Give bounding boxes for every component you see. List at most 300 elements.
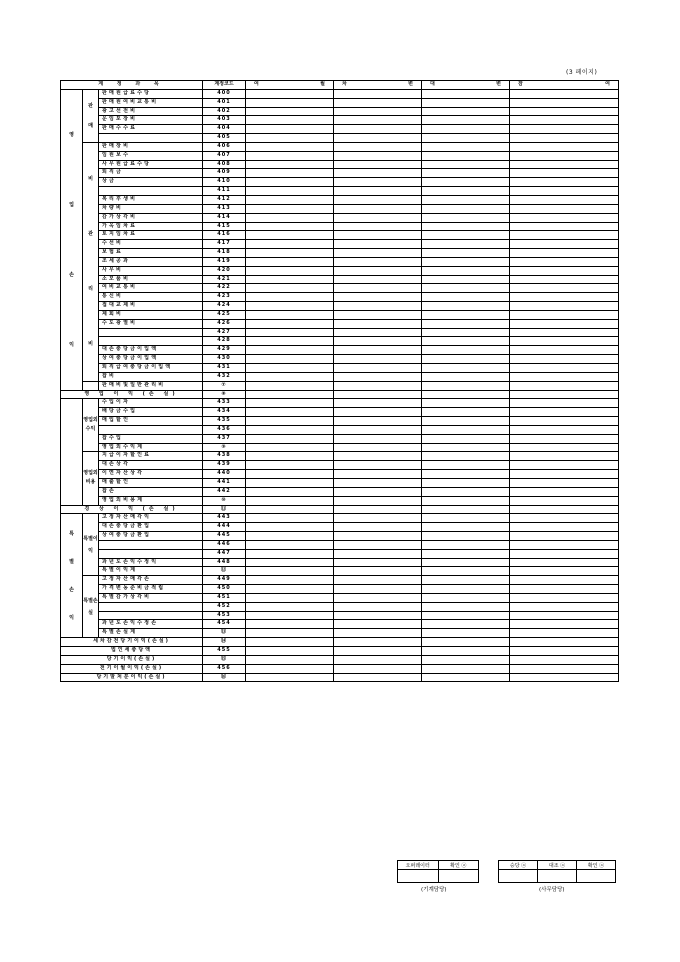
amount-cell[interactable] [510, 487, 619, 496]
amount-cell[interactable] [334, 558, 422, 567]
amount-cell[interactable] [334, 417, 422, 426]
account-name: 사무원급료수당 [99, 160, 203, 169]
amount-cell[interactable] [246, 390, 334, 399]
amount-cell[interactable] [334, 673, 422, 682]
amount-cell[interactable] [422, 655, 510, 664]
amount-cell[interactable] [334, 151, 422, 160]
account-code: 448 [203, 558, 246, 567]
amount-cell[interactable] [246, 213, 334, 222]
amount-cell[interactable] [510, 461, 619, 470]
amount-cell[interactable] [246, 487, 334, 496]
amount-cell[interactable] [510, 310, 619, 319]
account-name: 판매원여비교통비 [99, 98, 203, 107]
amount-cell[interactable] [334, 98, 422, 107]
amount-cell[interactable] [246, 107, 334, 116]
amount-cell[interactable] [510, 664, 619, 673]
amount-cell[interactable] [334, 337, 422, 346]
amount-cell[interactable] [510, 523, 619, 532]
account-name: 특별감가상각비 [99, 593, 203, 602]
amount-cell[interactable] [246, 355, 334, 364]
amount-cell[interactable] [510, 381, 619, 390]
amount-cell[interactable] [422, 337, 510, 346]
amount-cell[interactable] [510, 425, 619, 434]
amount-cell[interactable] [246, 585, 334, 594]
amount-cell[interactable] [422, 195, 510, 204]
amount-cell[interactable] [246, 310, 334, 319]
amount-cell[interactable] [334, 514, 422, 523]
amount-cell[interactable] [246, 249, 334, 258]
account-name: 감가상각비 [99, 213, 203, 222]
amount-cell[interactable] [246, 204, 334, 213]
amount-cell[interactable] [334, 434, 422, 443]
monthly-header: 여 월 [246, 81, 334, 90]
amount-cell[interactable] [334, 266, 422, 275]
page-number: (3 페이지) [566, 69, 598, 76]
amount-cell[interactable] [422, 169, 510, 178]
amount-cell[interactable] [246, 337, 334, 346]
amount-cell[interactable] [334, 107, 422, 116]
amount-cell[interactable] [422, 293, 510, 302]
amount-cell[interactable] [422, 187, 510, 196]
amount-cell[interactable] [510, 222, 619, 231]
summary-row-label: 당기말처분이익(손실) [61, 673, 203, 682]
amount-cell[interactable] [510, 470, 619, 479]
amount-cell[interactable] [246, 89, 334, 98]
amount-cell[interactable] [510, 98, 619, 107]
amount-cell[interactable] [246, 549, 334, 558]
account-name: 접대교제비 [99, 302, 203, 311]
amount-cell[interactable] [422, 381, 510, 390]
amount-cell[interactable] [422, 160, 510, 169]
amount-cell[interactable] [422, 478, 510, 487]
amount-cell[interactable] [422, 372, 510, 381]
amount-cell[interactable] [334, 620, 422, 629]
amount-cell[interactable] [334, 204, 422, 213]
account-name: 판매원급료수당 [99, 89, 203, 98]
amount-cell[interactable] [510, 266, 619, 275]
amount-cell[interactable] [334, 505, 422, 514]
amount-cell[interactable] [510, 346, 619, 355]
amount-cell[interactable] [510, 655, 619, 664]
amount-cell[interactable] [246, 222, 334, 231]
amount-cell[interactable] [422, 151, 510, 160]
amount-cell[interactable] [510, 452, 619, 461]
amount-cell[interactable] [510, 496, 619, 505]
amount-cell[interactable] [246, 142, 334, 151]
amount-cell[interactable] [422, 204, 510, 213]
amount-cell[interactable] [510, 390, 619, 399]
amount-cell[interactable] [510, 89, 619, 98]
amount-cell[interactable] [334, 576, 422, 585]
amount-cell[interactable] [246, 655, 334, 664]
amount-cell[interactable] [510, 443, 619, 452]
amount-cell[interactable] [334, 328, 422, 337]
amount-cell[interactable] [334, 240, 422, 249]
amount-cell[interactable] [246, 638, 334, 647]
amount-cell[interactable] [422, 558, 510, 567]
amount-cell[interactable] [334, 231, 422, 240]
amount-cell[interactable] [334, 638, 422, 647]
amount-cell[interactable] [510, 647, 619, 656]
amount-cell[interactable] [422, 266, 510, 275]
amount-cell[interactable] [510, 328, 619, 337]
amount-cell[interactable] [334, 125, 422, 134]
amount-cell[interactable] [422, 310, 510, 319]
amount-cell[interactable] [510, 284, 619, 293]
amount-cell[interactable] [422, 505, 510, 514]
amount-cell[interactable] [422, 107, 510, 116]
amount-cell[interactable] [422, 514, 510, 523]
amount-cell[interactable] [246, 266, 334, 275]
account-name: 사무비 [99, 266, 203, 275]
stamp-cell [499, 870, 538, 883]
amount-cell[interactable] [334, 443, 422, 452]
amount-cell[interactable] [334, 372, 422, 381]
amount-cell[interactable] [246, 293, 334, 302]
account-name [99, 425, 203, 434]
amount-cell[interactable] [422, 417, 510, 426]
amount-cell[interactable] [510, 408, 619, 417]
amount-cell[interactable] [246, 523, 334, 532]
stamp-cell: 오퍼레이터 [398, 861, 439, 870]
amount-cell[interactable] [246, 116, 334, 125]
amount-cell[interactable] [246, 302, 334, 311]
amount-cell[interactable] [246, 452, 334, 461]
amount-cell[interactable] [334, 381, 422, 390]
amount-cell[interactable] [334, 293, 422, 302]
amount-cell[interactable] [510, 195, 619, 204]
amount-cell[interactable] [334, 169, 422, 178]
amount-cell[interactable] [334, 408, 422, 417]
amount-cell[interactable] [422, 89, 510, 98]
amount-cell[interactable] [422, 319, 510, 328]
amount-cell[interactable] [246, 576, 334, 585]
amount-cell[interactable] [422, 620, 510, 629]
amount-cell[interactable] [510, 213, 619, 222]
amount-cell[interactable] [422, 602, 510, 611]
amount-cell[interactable] [422, 576, 510, 585]
amount-cell[interactable] [334, 523, 422, 532]
amount-cell[interactable] [510, 364, 619, 373]
amount-cell[interactable] [246, 257, 334, 266]
account-code: 411 [203, 187, 246, 196]
amount-cell[interactable] [246, 443, 334, 452]
amount-cell[interactable] [246, 647, 334, 656]
account-name [99, 337, 203, 346]
amount-cell[interactable] [334, 222, 422, 231]
amount-cell[interactable] [422, 302, 510, 311]
amount-cell[interactable] [334, 355, 422, 364]
amount-cell[interactable] [510, 178, 619, 187]
amount-cell[interactable] [510, 434, 619, 443]
amount-cell[interactable] [334, 540, 422, 549]
amount-cell[interactable] [510, 620, 619, 629]
amount-cell[interactable] [334, 655, 422, 664]
amount-cell[interactable] [246, 275, 334, 284]
account-name: 통신비 [99, 293, 203, 302]
amount-cell[interactable] [422, 364, 510, 373]
amount-cell[interactable] [246, 160, 334, 169]
amount-cell[interactable] [334, 567, 422, 576]
amount-cell[interactable] [246, 567, 334, 576]
account-code: ⑨ [203, 443, 246, 452]
amount-cell[interactable] [246, 602, 334, 611]
amount-cell[interactable] [246, 505, 334, 514]
amount-cell[interactable] [510, 558, 619, 567]
amount-cell[interactable] [510, 169, 619, 178]
amount-cell[interactable] [510, 399, 619, 408]
amount-cell[interactable] [246, 231, 334, 240]
amount-cell[interactable] [334, 178, 422, 187]
amount-cell[interactable] [422, 629, 510, 638]
amount-cell[interactable] [246, 195, 334, 204]
amount-cell[interactable] [334, 470, 422, 479]
account-code: 443 [203, 514, 246, 523]
amount-cell[interactable] [246, 125, 334, 134]
amount-cell[interactable] [246, 673, 334, 682]
amount-cell[interactable] [510, 142, 619, 151]
amount-cell[interactable] [422, 284, 510, 293]
amount-cell[interactable] [422, 585, 510, 594]
amount-cell[interactable] [422, 328, 510, 337]
amount-cell[interactable] [246, 134, 334, 143]
amount-cell[interactable] [510, 319, 619, 328]
amount-cell[interactable] [422, 213, 510, 222]
amount-cell[interactable] [246, 664, 334, 673]
amount-cell[interactable] [334, 399, 422, 408]
amount-cell[interactable] [246, 558, 334, 567]
amount-cell[interactable] [510, 532, 619, 541]
amount-cell[interactable] [246, 593, 334, 602]
amount-cell[interactable] [246, 169, 334, 178]
amount-cell[interactable] [510, 611, 619, 620]
amount-cell[interactable] [422, 443, 510, 452]
amount-cell[interactable] [334, 249, 422, 258]
amount-cell[interactable] [422, 125, 510, 134]
amount-cell[interactable] [422, 664, 510, 673]
amount-cell[interactable] [510, 629, 619, 638]
amount-cell[interactable] [422, 390, 510, 399]
amount-cell[interactable] [422, 496, 510, 505]
amount-cell[interactable] [510, 134, 619, 143]
account-name [99, 187, 203, 196]
amount-cell[interactable] [334, 284, 422, 293]
amount-cell[interactable] [246, 629, 334, 638]
amount-cell[interactable] [246, 178, 334, 187]
amount-cell[interactable] [510, 125, 619, 134]
amount-cell[interactable] [246, 399, 334, 408]
amount-cell[interactable] [246, 434, 334, 443]
amount-cell[interactable] [334, 593, 422, 602]
amount-cell[interactable] [510, 257, 619, 266]
amount-cell[interactable] [334, 664, 422, 673]
amount-cell[interactable] [334, 647, 422, 656]
summary-row-label: 전기이월이익(손실) [61, 664, 203, 673]
amount-cell[interactable] [246, 611, 334, 620]
account-code: 422 [203, 284, 246, 293]
amount-cell[interactable] [510, 337, 619, 346]
amount-cell[interactable] [334, 302, 422, 311]
amount-cell[interactable] [334, 461, 422, 470]
account-code: 408 [203, 160, 246, 169]
amount-cell[interactable] [422, 240, 510, 249]
amount-cell[interactable] [334, 602, 422, 611]
amount-cell[interactable] [422, 275, 510, 284]
amount-cell[interactable] [422, 425, 510, 434]
amount-cell[interactable] [246, 478, 334, 487]
account-code: 417 [203, 240, 246, 249]
amount-cell[interactable] [246, 240, 334, 249]
amount-cell[interactable] [510, 240, 619, 249]
amount-cell[interactable] [422, 611, 510, 620]
amount-cell[interactable] [334, 134, 422, 143]
amount-cell[interactable] [246, 514, 334, 523]
amount-cell[interactable] [510, 593, 619, 602]
amount-cell[interactable] [422, 647, 510, 656]
amount-cell[interactable] [510, 302, 619, 311]
amount-cell[interactable] [510, 567, 619, 576]
amount-cell[interactable] [334, 257, 422, 266]
amount-cell[interactable] [422, 249, 510, 258]
amount-cell[interactable] [422, 461, 510, 470]
account-name: 퇴직금 [99, 169, 203, 178]
amount-cell[interactable] [246, 496, 334, 505]
summary-row-label: 세차감전당기이익(손실) [61, 638, 203, 647]
amount-cell[interactable] [246, 408, 334, 417]
amount-cell[interactable] [510, 107, 619, 116]
amount-cell[interactable] [422, 355, 510, 364]
amount-cell[interactable] [334, 532, 422, 541]
amount-cell[interactable] [246, 364, 334, 373]
amount-cell[interactable] [422, 346, 510, 355]
amount-cell[interactable] [422, 134, 510, 143]
amount-cell[interactable] [510, 478, 619, 487]
amount-cell[interactable] [510, 116, 619, 125]
amount-cell[interactable] [334, 142, 422, 151]
amount-cell[interactable] [334, 364, 422, 373]
amount-cell[interactable] [422, 549, 510, 558]
amount-cell[interactable] [510, 549, 619, 558]
amount-cell[interactable] [246, 470, 334, 479]
amount-cell[interactable] [334, 390, 422, 399]
amount-cell[interactable] [510, 372, 619, 381]
amount-cell[interactable] [334, 213, 422, 222]
amount-cell[interactable] [334, 549, 422, 558]
amount-cell[interactable] [334, 116, 422, 125]
amount-cell[interactable] [510, 638, 619, 647]
amount-cell[interactable] [422, 567, 510, 576]
amount-cell[interactable] [246, 372, 334, 381]
amount-cell[interactable] [422, 470, 510, 479]
amount-cell[interactable] [334, 478, 422, 487]
amount-cell[interactable] [510, 355, 619, 364]
amount-cell[interactable] [510, 249, 619, 258]
sga-section-label: 영 업 손 익 [61, 89, 83, 390]
amount-cell[interactable] [334, 275, 422, 284]
amount-cell[interactable] [334, 187, 422, 196]
account-code: 432 [203, 372, 246, 381]
amount-cell[interactable] [246, 151, 334, 160]
amount-cell[interactable] [422, 142, 510, 151]
amount-cell[interactable] [422, 593, 510, 602]
amount-cell[interactable] [510, 187, 619, 196]
amount-cell[interactable] [246, 98, 334, 107]
amount-cell[interactable] [510, 673, 619, 682]
amount-cell[interactable] [422, 532, 510, 541]
amount-cell[interactable] [510, 540, 619, 549]
amount-cell[interactable] [334, 487, 422, 496]
amount-cell[interactable] [246, 381, 334, 390]
amount-cell[interactable] [246, 417, 334, 426]
amount-cell[interactable] [422, 116, 510, 125]
amount-cell[interactable] [422, 222, 510, 231]
amount-cell[interactable] [510, 151, 619, 160]
amount-cell[interactable] [334, 629, 422, 638]
amount-cell[interactable] [422, 523, 510, 532]
amount-cell[interactable] [246, 540, 334, 549]
amount-cell[interactable] [510, 602, 619, 611]
amount-cell[interactable] [422, 638, 510, 647]
stamp-cell [577, 870, 616, 883]
amount-cell[interactable] [510, 417, 619, 426]
amount-cell[interactable] [510, 585, 619, 594]
amount-cell[interactable] [510, 231, 619, 240]
amount-cell[interactable] [422, 452, 510, 461]
amount-cell[interactable] [246, 328, 334, 337]
amount-cell[interactable] [510, 160, 619, 169]
amount-cell[interactable] [422, 399, 510, 408]
amount-cell[interactable] [422, 257, 510, 266]
amount-cell[interactable] [510, 293, 619, 302]
amount-cell[interactable] [422, 487, 510, 496]
amount-cell[interactable] [510, 505, 619, 514]
amount-cell[interactable] [422, 408, 510, 417]
amount-cell[interactable] [246, 461, 334, 470]
amount-cell[interactable] [422, 231, 510, 240]
amount-cell[interactable] [422, 98, 510, 107]
amount-cell[interactable] [422, 178, 510, 187]
amount-cell[interactable] [334, 585, 422, 594]
amount-cell[interactable] [246, 425, 334, 434]
amount-cell[interactable] [422, 673, 510, 682]
amount-cell[interactable] [334, 425, 422, 434]
amount-cell[interactable] [334, 346, 422, 355]
amount-cell[interactable] [334, 611, 422, 620]
amount-cell[interactable] [334, 160, 422, 169]
amount-cell[interactable] [422, 540, 510, 549]
amount-cell[interactable] [334, 319, 422, 328]
amount-cell[interactable] [246, 532, 334, 541]
amount-cell[interactable] [334, 89, 422, 98]
account-name: 영업외수익계 [99, 443, 203, 452]
amount-cell[interactable] [510, 514, 619, 523]
amount-cell[interactable] [510, 204, 619, 213]
amount-cell[interactable] [334, 496, 422, 505]
account-code: 441 [203, 478, 246, 487]
account-code: 444 [203, 523, 246, 532]
amount-cell[interactable] [246, 284, 334, 293]
amount-cell[interactable] [422, 434, 510, 443]
amount-cell[interactable] [246, 319, 334, 328]
amount-cell[interactable] [510, 576, 619, 585]
amount-cell[interactable] [334, 310, 422, 319]
amount-cell[interactable] [246, 187, 334, 196]
amount-cell[interactable] [510, 275, 619, 284]
amount-cell[interactable] [334, 452, 422, 461]
amount-cell[interactable] [246, 620, 334, 629]
amount-cell[interactable] [246, 346, 334, 355]
amount-cell[interactable] [334, 195, 422, 204]
